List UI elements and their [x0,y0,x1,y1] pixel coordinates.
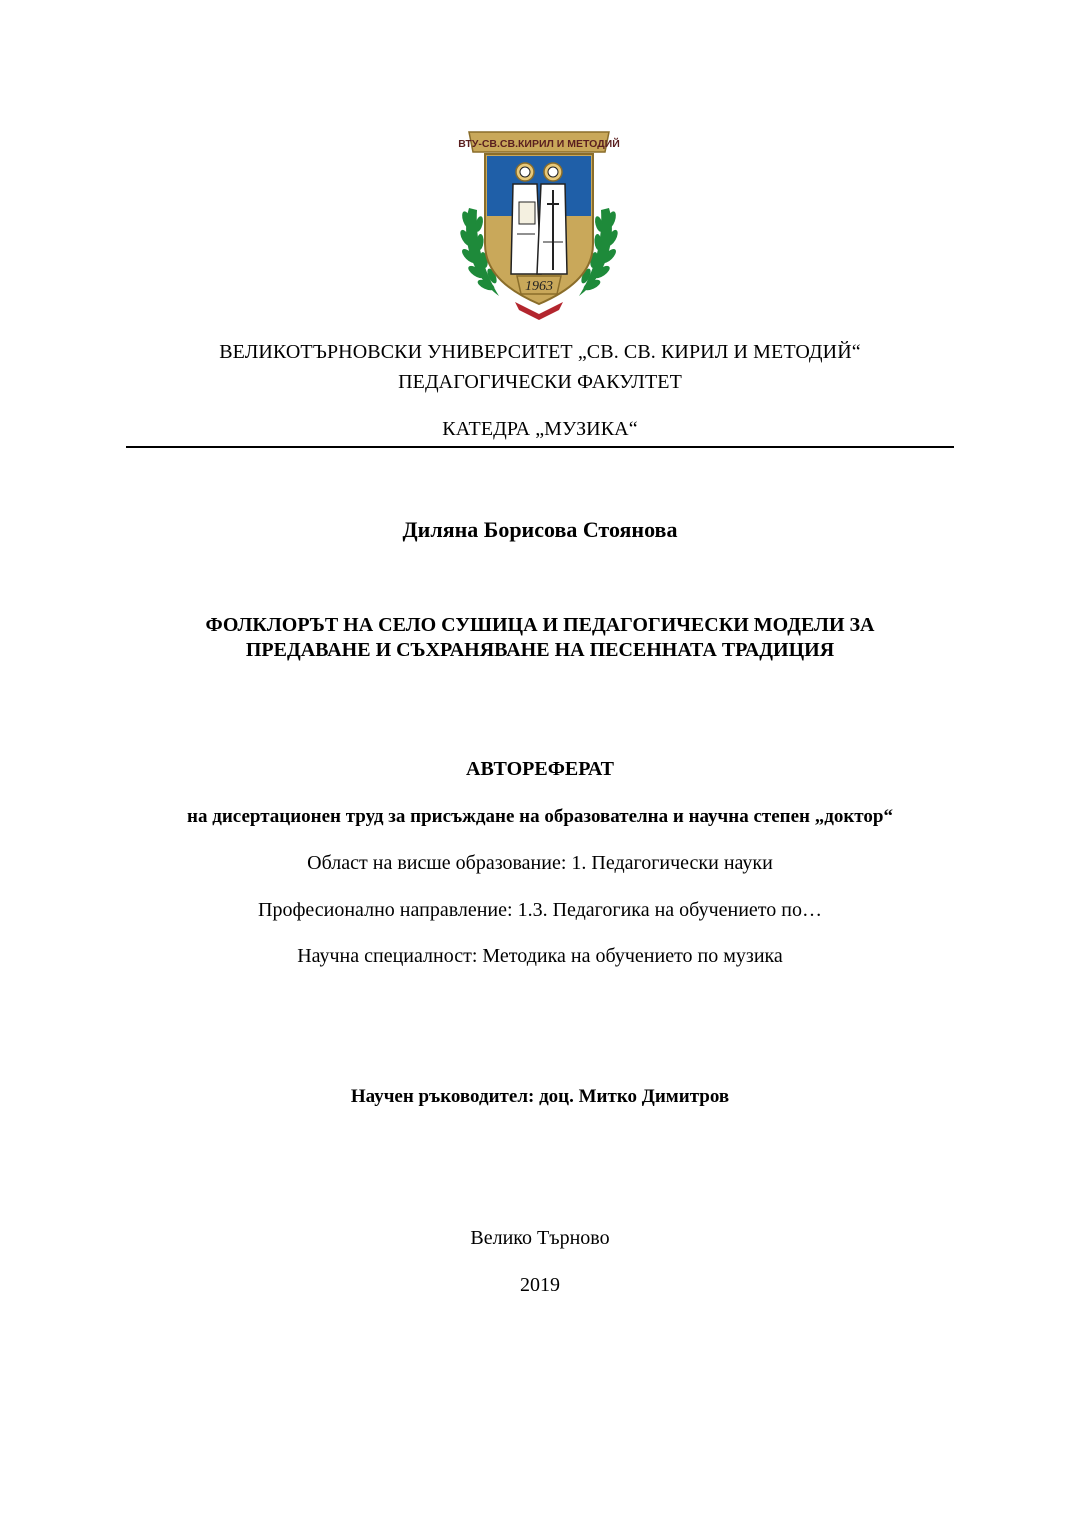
author-name: Диляна Борисова Стоянова [402,517,678,542]
document-type: АВТОРЕФЕРАТ [466,758,614,780]
publication-year: 2019 [520,1274,560,1296]
emblem-year: 1963 [525,279,553,294]
header-divider [126,446,954,448]
university-name: ВЕЛИКОТЪРНОВСКИ УНИВЕРСИТЕТ „СВ. СВ. КИРИЛ И МЕТОДИЙ“ [219,341,861,363]
thesis-title-line-2: ПРЕДАВАНЕ И СЪХРАНЯВАНЕ НА ПЕСЕННАТА ТРАДИЦИЯ [245,639,835,661]
thesis-title-line-1: ФОЛКЛОРЪТ НА СЕЛО СУШИЦА И ПЕДАГОГИЧЕСКИ МОДЕЛИ ЗА [205,614,875,636]
university-emblem [455,124,623,322]
scientific-specialty: Научна специалност: Методика на обучението по музика [297,945,783,967]
city: Велико Търново [470,1227,610,1249]
education-field: Област на висше образование: 1. Педагогически науки [307,852,773,874]
document-purpose: на дисертационен труд за присъждане на образователна и научна степен „доктор“ [187,806,893,827]
emblem-banner-text: ВТУ-СВ.СВ.КИРИЛ И МЕТОДИЙ [458,138,620,150]
professional-direction: Професионално направление: 1.3. Педагогика на обучението по… [258,899,822,921]
department-name: КАТЕДРА „МУЗИКА“ [442,418,638,440]
supervisor: Научен ръководител: доц. Митко Димитров [350,1086,730,1107]
faculty-name: ПЕДАГОГИЧЕСКИ ФАКУЛТЕТ [398,371,682,393]
